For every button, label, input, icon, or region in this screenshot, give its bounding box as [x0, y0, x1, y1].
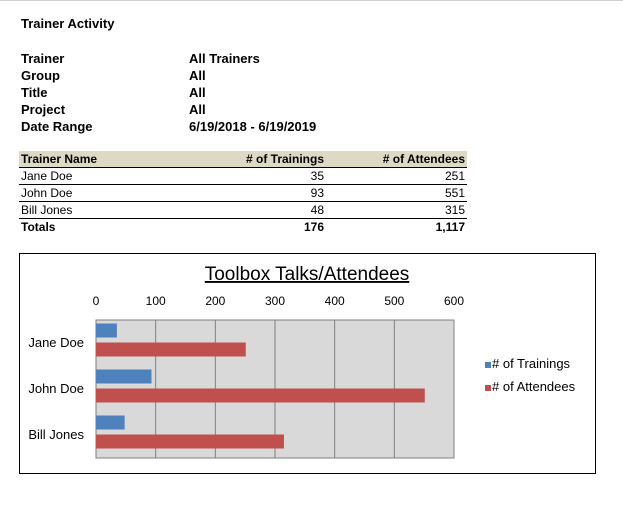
cell-attendees: 315: [444, 203, 465, 217]
top-divider: [0, 0, 623, 1]
cell-trainer-name: John Doe: [21, 186, 73, 200]
totals-trainings: 176: [303, 220, 324, 234]
table-row: [19, 185, 467, 202]
x-tick-label: 300: [264, 294, 286, 308]
bar-trainings: [96, 416, 125, 430]
cell-attendees: 251: [444, 169, 465, 183]
filter-label: Project: [21, 102, 66, 117]
totals-attendees: 1,117: [435, 220, 465, 234]
x-tick-label: 500: [384, 294, 405, 308]
table-header-row: [19, 151, 467, 168]
filter-value: All: [189, 102, 206, 117]
toolbox-talks-chart: [19, 253, 596, 474]
filter-value: 6/19/2018 - 6/19/2019: [189, 119, 317, 134]
category-label: Bill Jones: [28, 427, 84, 442]
table-row: [19, 168, 467, 185]
x-tick-label: 400: [324, 294, 345, 308]
cell-trainings: 48: [310, 203, 324, 217]
filter-value: All: [189, 85, 206, 100]
bar-attendees: [96, 389, 425, 403]
report-title: Trainer Activity: [21, 16, 115, 31]
bar-trainings: [96, 370, 151, 384]
filter-value: All Trainers: [189, 51, 260, 66]
filter-label: Trainer: [21, 51, 65, 66]
category-label: Jane Doe: [28, 335, 84, 350]
column-header-attendees: # of Attendees: [382, 152, 465, 166]
cell-trainings: 93: [310, 186, 324, 200]
category-label: John Doe: [28, 381, 84, 396]
cell-attendees: 551: [444, 186, 465, 200]
filter-label: Title: [21, 85, 48, 100]
x-tick-label: 0: [92, 294, 100, 308]
bar-attendees: [96, 343, 246, 357]
totals-label: Totals: [21, 220, 56, 234]
chart-canvas: [20, 254, 595, 473]
bar-attendees: [96, 435, 284, 449]
legend-label: # of Trainings: [492, 356, 571, 371]
filter-label: Date Range: [21, 119, 93, 134]
legend-marker: [485, 385, 491, 391]
x-tick-label: 600: [443, 294, 465, 308]
legend-label: # of Attendees: [492, 379, 576, 394]
table-totals-row: [19, 219, 467, 236]
cell-trainings: 35: [310, 169, 324, 183]
cell-trainer-name: Bill Jones: [21, 203, 73, 217]
table-row: [19, 202, 467, 219]
bar-trainings: [96, 324, 117, 338]
column-header-trainer-name: Trainer Name: [21, 152, 98, 166]
cell-trainer-name: Jane Doe: [21, 169, 73, 183]
legend-marker: [485, 362, 491, 368]
trainer-summary-table: [19, 151, 467, 236]
column-header-trainings: # of Trainings: [245, 152, 324, 166]
filter-label: Group: [21, 68, 60, 83]
x-tick-label: 200: [205, 294, 226, 308]
x-tick-label: 100: [145, 294, 166, 308]
chart-title: Toolbox Talks/Attendees: [204, 264, 410, 285]
filter-value: All: [189, 68, 206, 83]
